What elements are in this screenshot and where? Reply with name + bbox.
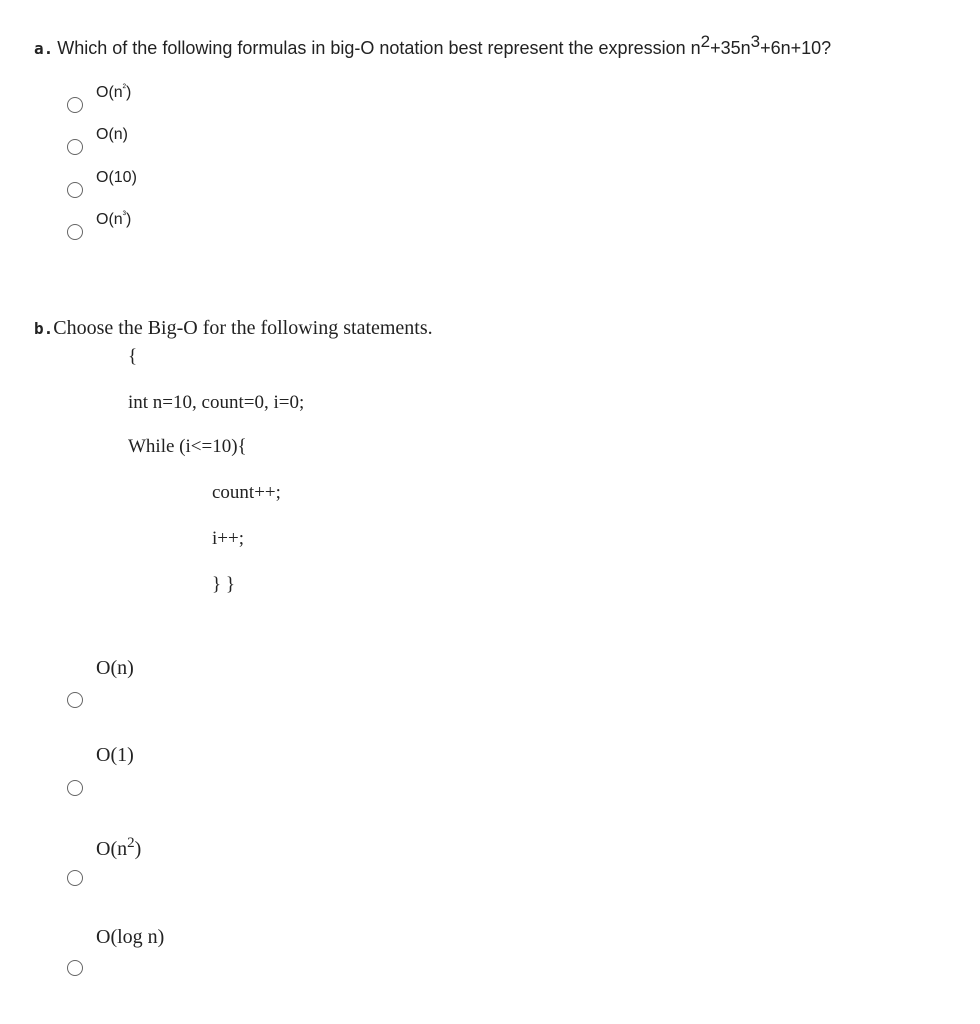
code-line-close-braces: } } — [212, 574, 235, 595]
code-open-brace: { — [128, 346, 138, 367]
question-a-text: Which of the following formulas in big-O notation best represent the expression $n^2+35n^3+6n+10$? — [57, 32, 832, 58]
question-b-option-4-label: O(log n) — [96, 926, 165, 948]
question-a-option-4-label: $O(n^{^3})$ — [96, 210, 132, 228]
question-b-option-3-label: $O(n^2)$ — [96, 835, 142, 860]
question-b-prompt — [34, 317, 433, 340]
question-a-letter: a. — [34, 39, 54, 58]
code-line-declaration: int n=10, count=0, i=0; — [128, 392, 305, 413]
question-a-option-3-label: O(10) — [96, 169, 137, 186]
question-b-option-1-radio[interactable] — [67, 692, 83, 708]
question-b-option-3-radio[interactable] — [67, 870, 83, 886]
question-b-option-2-radio[interactable] — [67, 780, 83, 796]
code-line-count-increment: count++; — [212, 482, 281, 503]
question-a-option-4-radio[interactable] — [67, 224, 83, 240]
question-b-option-1-label: O(n) — [96, 657, 134, 679]
question-a-option-2-radio[interactable] — [67, 139, 83, 155]
question-b-text: Choose the Big-O for the following statements. — [53, 317, 433, 339]
code-line-while: While (i<=10){ — [128, 436, 247, 457]
question-b-letter: b. — [34, 319, 54, 338]
question-a-option-3-radio[interactable] — [67, 182, 83, 198]
question-a-option-1-radio[interactable] — [67, 97, 83, 113]
question-a-prompt — [34, 32, 832, 59]
question-a-option-2-label: O(n) — [96, 126, 128, 143]
code-line-i-increment: i++; — [212, 528, 244, 549]
question-a-option-1-label: $O(n^{^2})$ — [96, 83, 132, 101]
question-b-option-4-radio[interactable] — [67, 960, 83, 976]
question-b-option-2-label: O(1) — [96, 744, 134, 766]
